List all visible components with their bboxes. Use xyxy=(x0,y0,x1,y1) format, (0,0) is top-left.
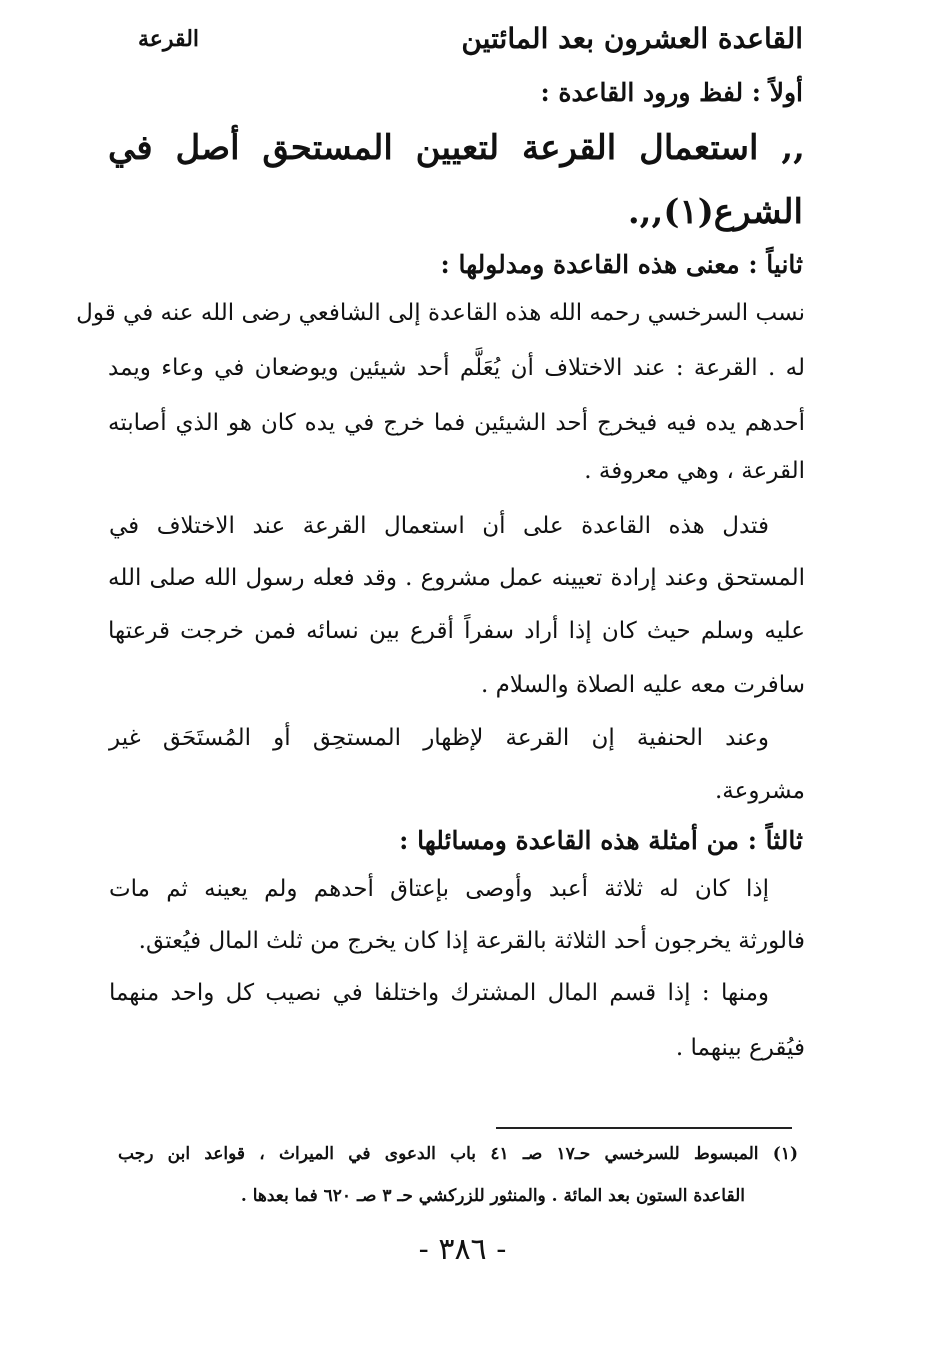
paragraph-line: أحدهم يده فيه فيخرج أحد الشيئين فما خرج في يده كان هو الذي أصابته xyxy=(108,410,805,436)
paragraph-line: له . القرعة : عند الاختلاف أن يُعَلَّم أحد شيئين ويوضعان في وعاء ويمد xyxy=(108,355,805,381)
section-heading-examples: ثالثاً : من أمثلة هذه القاعدة ومسائلها : xyxy=(399,826,803,855)
rule-text-line-1: ,, استعمال القرعة لتعيين المستحق أصل في xyxy=(108,128,805,168)
section-heading-meaning: ثانياً : معنى هذه القاعدة ومدلولها : xyxy=(440,250,803,279)
paragraph-line: فالورثة يخرجون أحد الثلاثة بالقرعة إذا كان يخرج من ثلث المال فيُعتق. xyxy=(138,928,805,954)
paragraph-line: إذا كان له ثلاثة أعبد وأوصى بإعتاق أحدهم ولم يعينه ثم مات xyxy=(109,876,769,902)
paragraph-line: فتدل هذه القاعدة على أن استعمال القرعة عند الاختلاف في xyxy=(109,513,769,539)
paragraph-line: ومنها : إذا قسم المال المشترك واختلفا في نصيب كل واحد منهما xyxy=(109,980,769,1006)
footnote-line: (١) المبسوط للسرخسي حـ١٧ صـ ٤١ باب الدعوى في الميراث ، قواعد ابن رجب xyxy=(118,1144,799,1164)
footnote-line: القاعدة الستون بعد المائة . والمنثور للزركشي حـ ٣ صـ ٦٢٠ فما بعدها . xyxy=(240,1186,745,1206)
rule-text-line-2: الشرع(١),,. xyxy=(627,192,803,232)
paragraph-line: نسب السرخسي رحمه الله هذه القاعدة إلى الشافعي رضى الله عنه في قول xyxy=(76,300,805,326)
paragraph-line: مشروعة. xyxy=(714,778,805,804)
paragraph-line: المستحق وعند إرادة تعيينه عمل مشروع . وقد فعله رسول الله صلى الله xyxy=(108,565,805,591)
page-number: - ٣٨٦ - xyxy=(418,1232,507,1267)
paragraph-line: وعند الحنفية إن القرعة لإظهار المستحِق أو المُستَحَق غير xyxy=(109,725,769,751)
paragraph-line: فيُقرع بينهما . xyxy=(675,1035,805,1061)
paragraph-line: القرعة ، وهي معروفة . xyxy=(584,458,805,484)
footnote-divider xyxy=(496,1127,792,1129)
paragraph-line: عليه وسلم حيث كان إذا أراد سفراً أقرع بين نسائه فمن خرجت قرعتها xyxy=(108,618,805,644)
section-heading-wording: أولاً : لفظ ورود القاعدة : xyxy=(540,78,803,107)
running-title: القاعدة العشرون بعد المائتين xyxy=(461,22,803,55)
paragraph-line: سافرت معه عليه الصلاة والسلام . xyxy=(481,672,805,698)
running-topic: القرعة xyxy=(138,26,200,52)
